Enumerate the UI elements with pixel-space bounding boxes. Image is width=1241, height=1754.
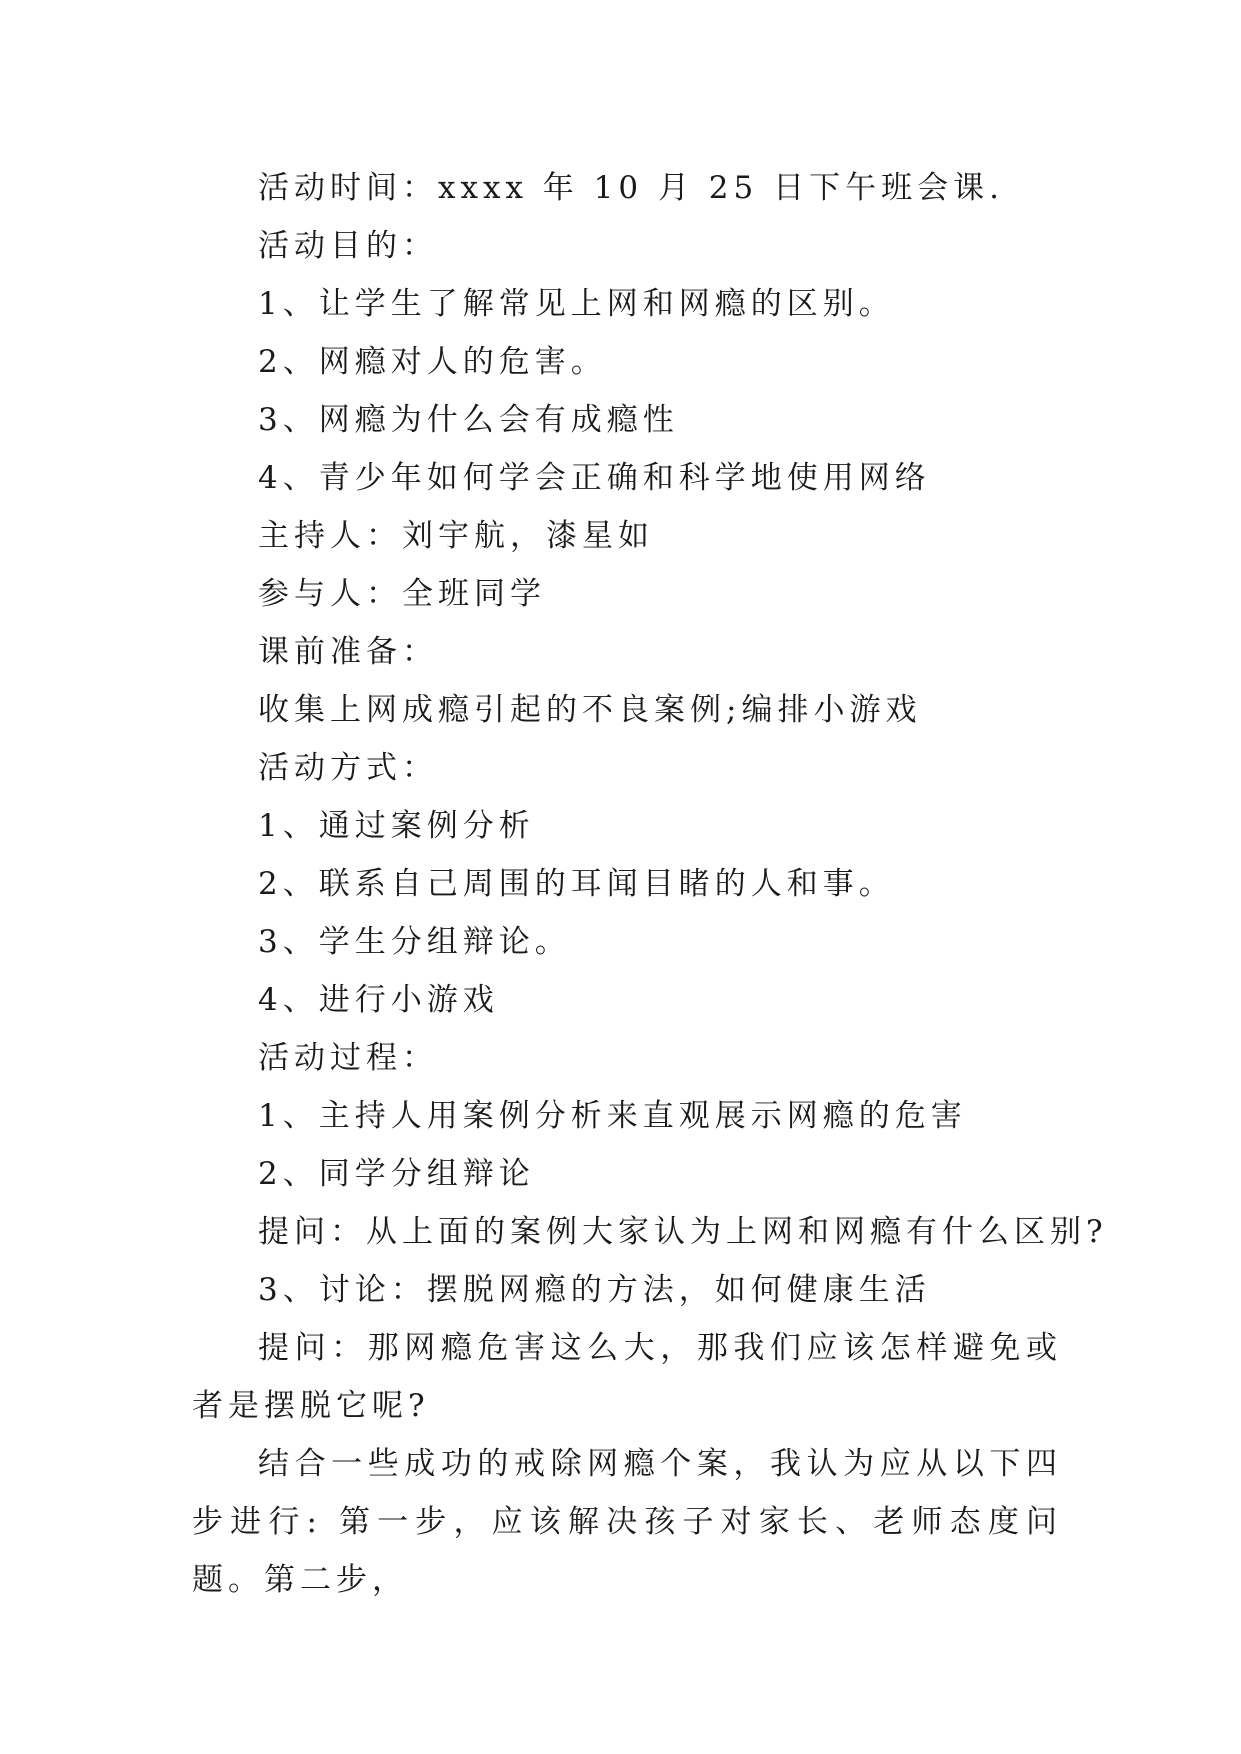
question-1: 提问：从上面的案例大家认为上网和网瘾有什么区别? (258, 1214, 1108, 1250)
preparation-content: 收集上网成瘾引起的不良案例;编排小游戏 (258, 692, 922, 728)
activity-method-heading: 活动方式： (258, 750, 438, 786)
activity-purpose-heading: 活动目的： (258, 228, 438, 264)
method-item-3: 3、学生分组辩论。 (258, 924, 571, 960)
activity-time: 活动时间：xxxx 年 10 月 25 日下午班会课. (258, 170, 1004, 206)
method-item-1: 1、通过案例分析 (258, 808, 535, 844)
question-2-paragraph: 提问：那网瘾危害这么大，那我们应该怎样避免或者是摆脱它呢? (192, 1330, 1062, 1424)
participants-line: 参与人：全班同学 (258, 576, 546, 612)
preparation-heading: 课前准备： (258, 634, 438, 670)
activity-process-heading: 活动过程： (258, 1040, 438, 1076)
host-line: 主持人：刘宇航，漆星如 (258, 518, 654, 554)
process-item-1: 1、主持人用案例分析来直观展示网瘾的危害 (258, 1098, 967, 1134)
purpose-item-3: 3、网瘾为什么会有成瘾性 (258, 402, 679, 438)
purpose-item-1: 1、让学生了解常见上网和网瘾的区别。 (258, 286, 895, 322)
purpose-item-2: 2、网瘾对人的危害。 (258, 344, 607, 380)
purpose-item-4: 4、青少年如何学会正确和科学地使用网络 (258, 460, 931, 496)
method-item-2: 2、联系自己周围的耳闻目睹的人和事。 (258, 866, 895, 902)
conclusion-paragraph: 结合一些成功的戒除网瘾个案，我认为应从以下四步进行: 第一步，应该解决孩子对家长、老师态度问题。第二步， (192, 1446, 1062, 1598)
process-item-3: 3、讨论：摆脱网瘾的方法，如何健康生活 (258, 1272, 931, 1308)
method-item-4: 4、进行小游戏 (258, 982, 499, 1018)
process-item-2: 2、同学分组辩论 (258, 1156, 535, 1192)
